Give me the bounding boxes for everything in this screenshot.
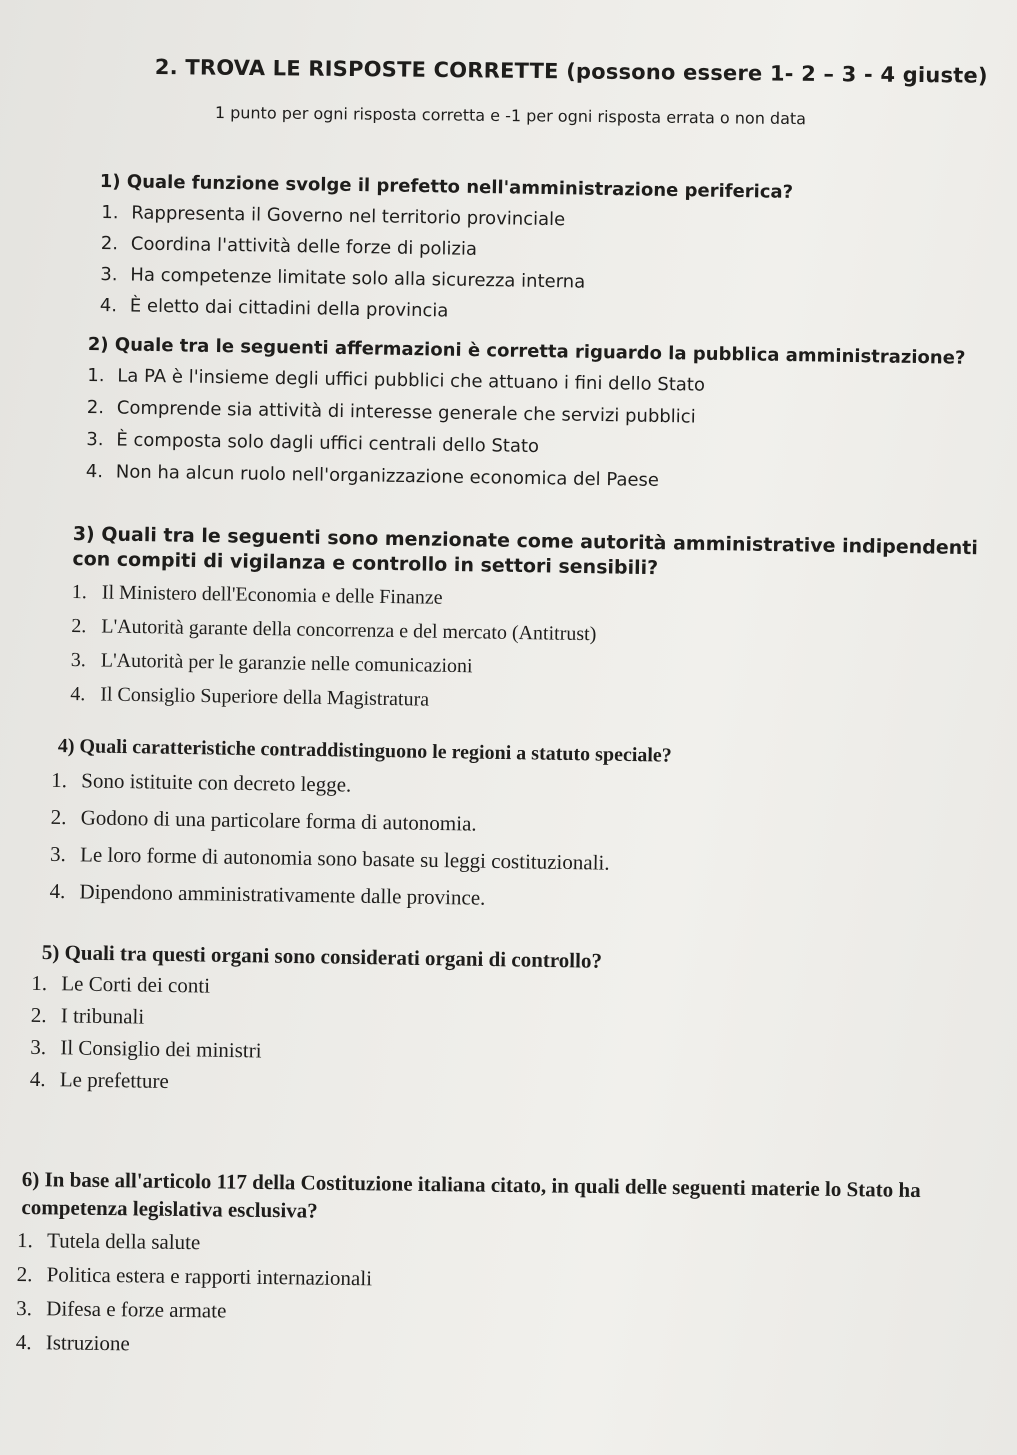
option-text: Il Ministero dell'Economia e delle Finanze	[101, 581, 443, 609]
option-number: 3.	[49, 841, 67, 867]
option-number: 2.	[71, 614, 87, 638]
question-2-text: 2) Quale tra le seguenti affermazioni è corretta riguardo la pubblica amministrazione?	[87, 334, 966, 369]
question-4	[49, 735, 672, 920]
option-text: Il Consiglio Superiore della Magistratura	[100, 683, 430, 711]
option-text: L'Autorità per le garanzie nelle comunicazioni	[100, 649, 473, 678]
option-number: 2.	[86, 396, 105, 419]
option-text: L'Autorità garante della concorrenza e del mercato (Antitrust)	[101, 615, 597, 646]
question-1-text: 1) Quale funzione svolge il prefetto nell'amministrazione periferica?	[99, 171, 794, 203]
option-number: 1.	[101, 202, 119, 224]
question-6-text: 6) In base all'articolo 117 della Costituzione italiana citato, in quali delle seguenti materie lo Stato ha competenza legislativa esclusiva?	[21, 1166, 921, 1223]
question-4-text: 4) Quali caratteristiche contraddistinguono le regioni a statuto speciale?	[57, 735, 672, 767]
option-text: Coordina l'attività delle forze di polizia	[130, 233, 478, 260]
option-number: 4.	[85, 460, 104, 483]
option-number: 2.	[50, 804, 67, 830]
scoring-instructions: 1 punto per ogni risposta corretta e -1 per ogni risposta errata o non data	[214, 103, 807, 129]
option-text: È eletto dai cittadini della provincia	[129, 295, 449, 322]
option-text: Le prefetture	[59, 1067, 170, 1094]
question-5	[29, 940, 603, 1104]
option-text: Le loro forme di autonomia sono basate su leggi costituzionali.	[79, 842, 610, 875]
option-number: 2.	[16, 1261, 33, 1287]
option-text: La PA è l'insieme degli uffici pubblici che attuano i fini dello Stato	[117, 365, 706, 396]
option-text: Non ha alcun ruolo nell'organizzazione economica del Paese	[115, 461, 660, 491]
option-text: Godono di una particolare forma di autonomia.	[80, 805, 477, 836]
option-number: 3.	[16, 1295, 33, 1321]
option-number: 4.	[29, 1066, 46, 1092]
option-text: Le Corti dei conti	[61, 971, 211, 998]
option-text: Dipendono amministrativamente dalle province.	[79, 879, 486, 910]
option-number: 1.	[16, 1227, 33, 1253]
option-text: Ha competenze limitate solo alla sicurezza interna	[130, 264, 586, 293]
option-text: Sono istituite con decreto legge.	[81, 768, 352, 797]
option-text: Il Consiglio dei ministri	[60, 1035, 262, 1063]
option-text: Politica estera e rapporti internazionali	[46, 1262, 373, 1291]
option-number: 4.	[70, 682, 86, 706]
option-text: Difesa e forze armate	[46, 1296, 227, 1323]
option-number: 4.	[99, 295, 118, 317]
option-number: 3.	[30, 1034, 47, 1060]
option-number: 3.	[100, 264, 118, 286]
option-number: 4.	[15, 1329, 32, 1355]
option-text: Tutela della salute	[46, 1228, 201, 1255]
question-1	[98, 171, 794, 332]
option-text: Rappresenta il Governo nel territorio provinciale	[131, 202, 566, 231]
question-6	[15, 1165, 997, 1371]
option-number: 3.	[86, 428, 104, 451]
option-number: 1.	[87, 364, 105, 387]
option-number: 4.	[49, 878, 66, 904]
option-number: 2.	[100, 233, 119, 255]
option-number: 3.	[70, 648, 87, 672]
option-number: 1.	[31, 970, 48, 996]
option-number: 1.	[51, 767, 68, 793]
option-text: I tribunali	[60, 1003, 145, 1029]
question-3-text: 3) Quali tra le seguenti sono menzionate come autorità amministrative indipendenti con compiti di vigilanza e controllo in settori sensibili?	[72, 522, 979, 580]
option-number: 1.	[71, 580, 88, 604]
option-text: Istruzione	[45, 1330, 130, 1356]
option-text: Comprende sia attività di interesse generale che servizi pubblici	[116, 397, 696, 428]
question-3	[70, 522, 1008, 726]
option-number: 2.	[30, 1002, 47, 1028]
question-2	[86, 334, 966, 502]
option-text: È composta solo dagli uffici centrali dello Stato	[116, 429, 540, 458]
page-title: 2. TROVA LE RISPOSTE CORRETTE (possono essere 1- 2 – 3 - 4 giuste)	[154, 55, 988, 88]
question-5-text: 5) Quali tra questi organi sono considerati organi di controllo?	[41, 940, 603, 973]
